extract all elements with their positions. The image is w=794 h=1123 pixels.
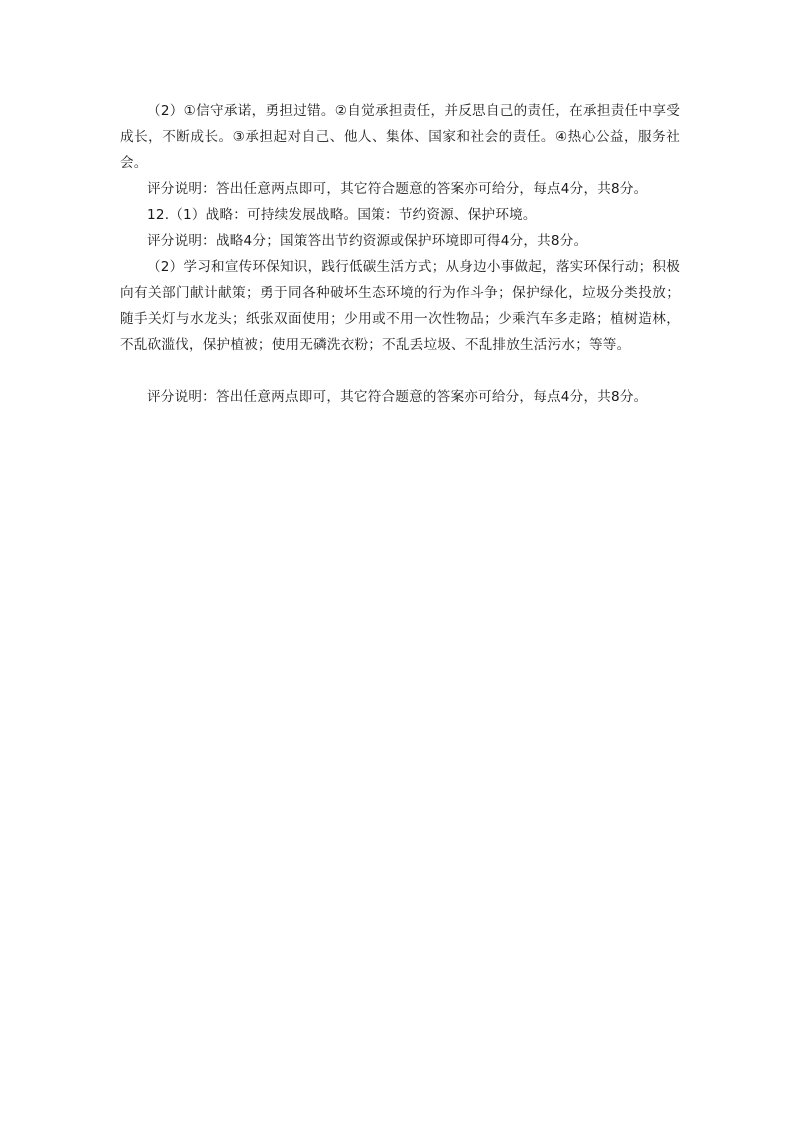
answer-content [120,98,680,410]
scoring-note-11-2: 评分说明：答出任意两点即可，其它符合题意的答案亦可给分，每点4分，共8分。 [147,181,648,197]
answer-12-2: （2）学习和宣传环保知识，践行低碳生活方式；从身边小事做起，落实环保行动；积极向有关部门献计献策；勇于同各种破坏生态环境的行为作斗争；保护绿化，垃圾分类投放；随手关灯与水龙头；纸张双面使用；少用或不用一次性物品；少乘汽车多走路；植树造林，不乱砍滥伐，保护植被；使用无磷洗衣粉；不乱丢垃圾、不乱排放生活污水；等等。 [120,259,681,353]
scoring-note-12-2: 评分说明：答出任意两点即可，其它符合题意的答案亦可给分，每点4分，共8分。 [147,389,648,405]
answer-12-1: 12.（1）战略：可持续发展战略。国策：节约资源、保护环境。 [147,207,537,223]
scoring-note-12-1: 评分说明：战略4分；国策答出节约资源或保护环境即可得4分，共8分。 [147,233,588,249]
answer-11-2: （2）①信守承诺，勇担过错。②自觉承担责任，并反思自己的责任，在承担责任中享受成长，不断成长。③承担起对自己、他人、集体、国家和社会的责任。④热心公益，服务社会。 [120,103,680,171]
